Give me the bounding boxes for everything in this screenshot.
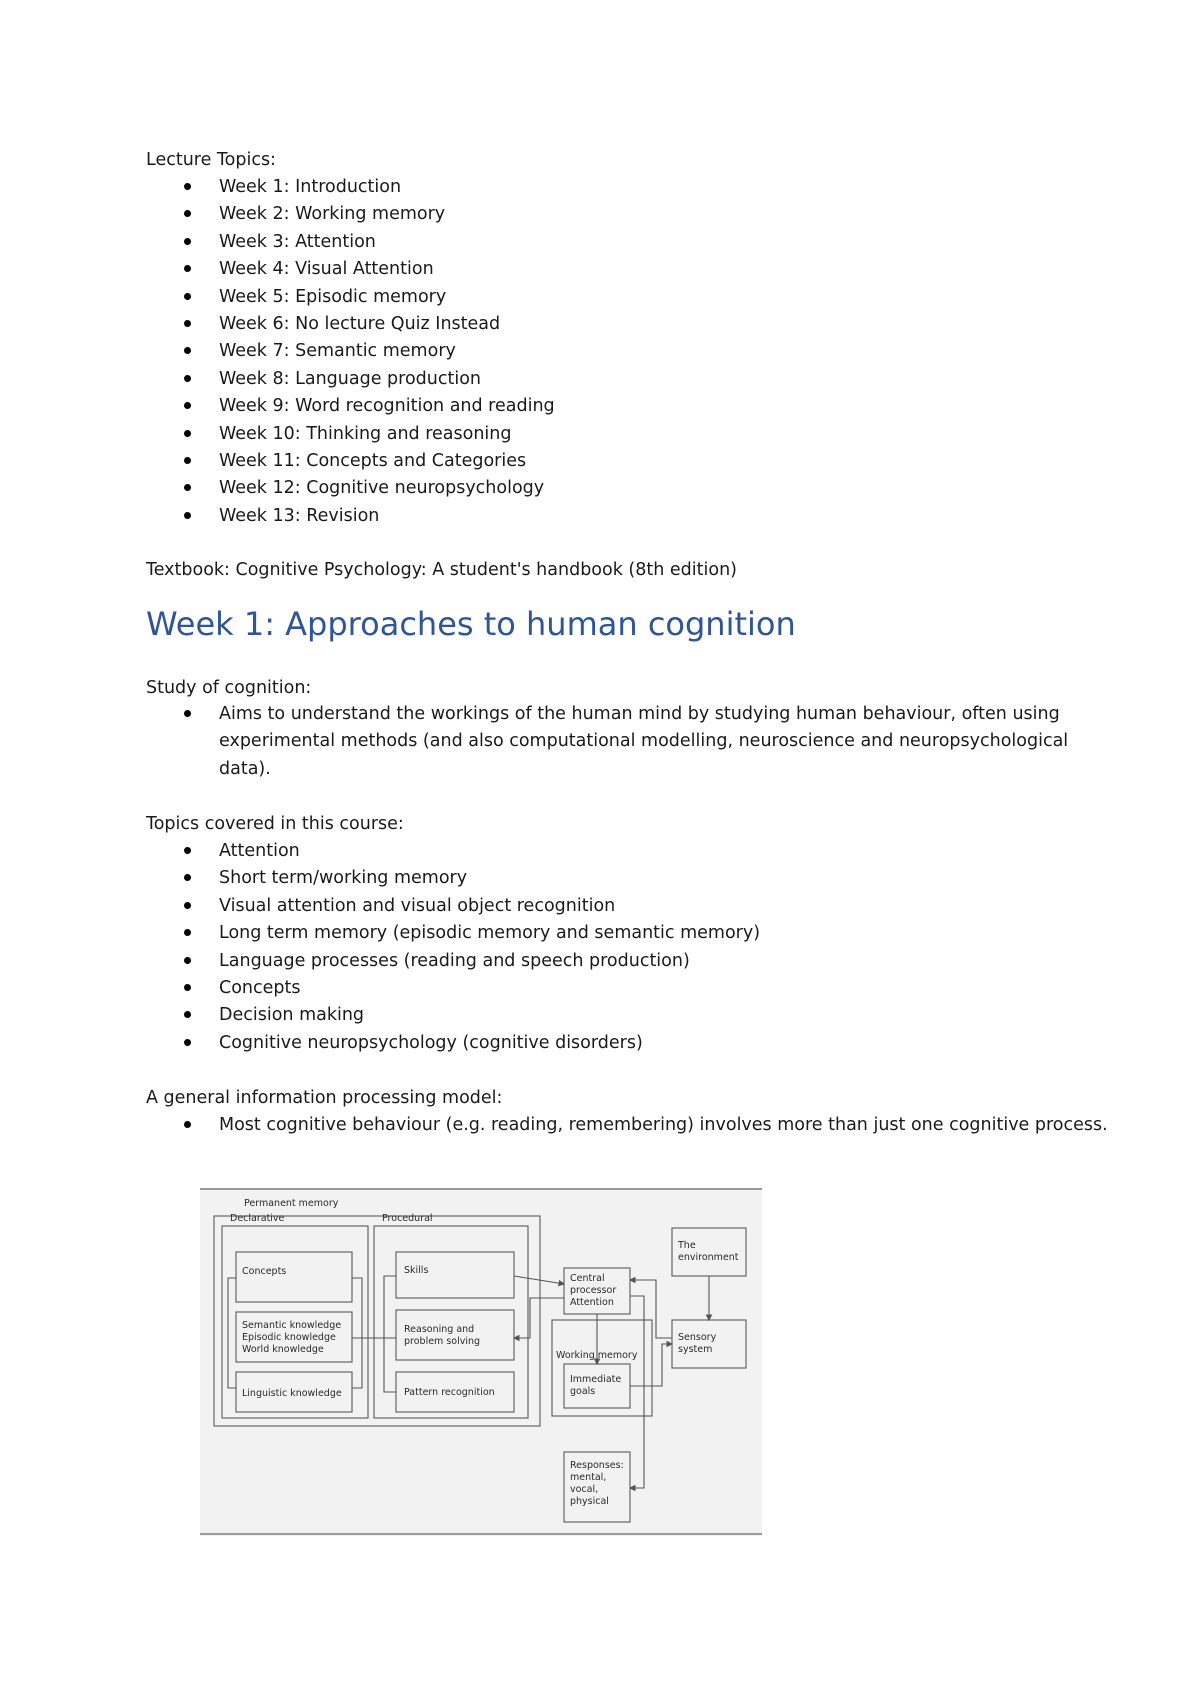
topics-list: [146, 838, 760, 1057]
procedural-link: [384, 1276, 396, 1392]
list-item: Week 2: Working memory: [146, 201, 555, 228]
diagram-svg: [200, 1188, 762, 1536]
skills-label: Skills: [404, 1265, 429, 1276]
list-item: Week 1: Introduction: [146, 174, 555, 201]
list-item: Most cognitive behaviour (e.g. reading, remembering) involves more than just one cognitive process.: [146, 1112, 1119, 1139]
model-label: A general information processing model:: [146, 1088, 503, 1108]
linguistic-label: Linguistic knowledge: [242, 1388, 342, 1399]
knowledge-label-3: World knowledge: [242, 1344, 324, 1355]
responses-label-4: physical: [570, 1496, 609, 1507]
declarative-link: [228, 1278, 236, 1388]
declarative-link-right: [352, 1278, 362, 1388]
list-item: Week 3: Attention: [146, 229, 555, 256]
working-memory-box: [552, 1320, 652, 1416]
list-item: Week 4: Visual Attention: [146, 256, 555, 283]
central-label-3: Attention: [570, 1297, 614, 1308]
central-label-2: processor: [570, 1285, 617, 1296]
lecture-topics-label: Lecture Topics:: [146, 150, 276, 170]
sensory-to-central-arrow: [630, 1280, 672, 1338]
skills-to-central-arrow: [514, 1276, 564, 1284]
goals-label-1: Immediate: [570, 1374, 622, 1385]
working-memory-label: Working memory: [556, 1350, 638, 1361]
responses-label-1: Responses:: [570, 1460, 624, 1471]
central-label-1: Central: [570, 1273, 605, 1284]
list-item: Week 10: Thinking and reasoning: [146, 421, 555, 448]
sensory-label-1: Sensory: [678, 1332, 717, 1343]
declarative-label: Declarative: [230, 1213, 285, 1224]
study-label: Study of cognition:: [146, 678, 312, 698]
list-item: Aims to understand the workings of the human mind by studying human behaviour, often using experimental methods (and also computational modelling, neuroscience and neuropsychological data).: [146, 701, 1119, 783]
list-item: Cognitive neuropsychology (cognitive disorders): [146, 1030, 760, 1057]
list-item: Concepts: [146, 975, 760, 1002]
list-item: Week 7: Semantic memory: [146, 338, 555, 365]
list-item: Week 6: No lecture Quiz Instead: [146, 311, 555, 338]
reasoning-label-1: Reasoning and: [404, 1324, 475, 1335]
list-item: Week 9: Word recognition and reading: [146, 393, 555, 420]
list-item: Week 11: Concepts and Categories: [146, 448, 555, 475]
textbook-line: Textbook: Cognitive Psychology: A student's handbook (8th edition): [146, 560, 737, 580]
sensory-label-2: system: [678, 1344, 713, 1355]
list-item: Decision making: [146, 1002, 760, 1029]
procedural-label: Procedural: [382, 1213, 433, 1224]
list-item: Short term/working memory: [146, 865, 760, 892]
model-list: [146, 1112, 1119, 1139]
central-to-reasoning-arrow: [514, 1298, 564, 1338]
list-item: Week 12: Cognitive neuropsychology: [146, 475, 555, 502]
knowledge-label-1: Semantic knowledge: [242, 1320, 342, 1331]
list-item: Visual attention and visual object recognition: [146, 893, 760, 920]
reasoning-label-2: problem solving: [404, 1336, 481, 1347]
list-item: Week 8: Language production: [146, 366, 555, 393]
section-heading: Week 1: Approaches to human cognition: [146, 605, 796, 643]
environment-label-2: environment: [678, 1252, 739, 1263]
goals-label-2: goals: [570, 1386, 596, 1397]
list-item: Attention: [146, 838, 760, 865]
list-item: Week 5: Episodic memory: [146, 284, 555, 311]
lecture-topics-list: [146, 174, 555, 530]
responses-label-2: mental,: [570, 1472, 607, 1483]
list-item: Long term memory (episodic memory and semantic memory): [146, 920, 760, 947]
environment-label-1: The: [678, 1240, 696, 1251]
responses-label-3: vocal,: [570, 1484, 599, 1495]
list-item: Language processes (reading and speech production): [146, 948, 760, 975]
central-to-responses-arrow: [630, 1296, 644, 1488]
study-list: [146, 701, 1119, 783]
concepts-box: [236, 1252, 352, 1302]
topics-label: Topics covered in this course:: [146, 814, 404, 834]
concepts-label: Concepts: [242, 1266, 287, 1277]
pattern-label: Pattern recognition: [404, 1387, 495, 1398]
permanent-memory-label: Permanent memory: [244, 1198, 339, 1209]
information-processing-diagram: [200, 1188, 762, 1536]
list-item: Week 13: Revision: [146, 503, 555, 530]
reasoning-box: [396, 1310, 514, 1360]
knowledge-label-2: Episodic knowledge: [242, 1332, 336, 1343]
